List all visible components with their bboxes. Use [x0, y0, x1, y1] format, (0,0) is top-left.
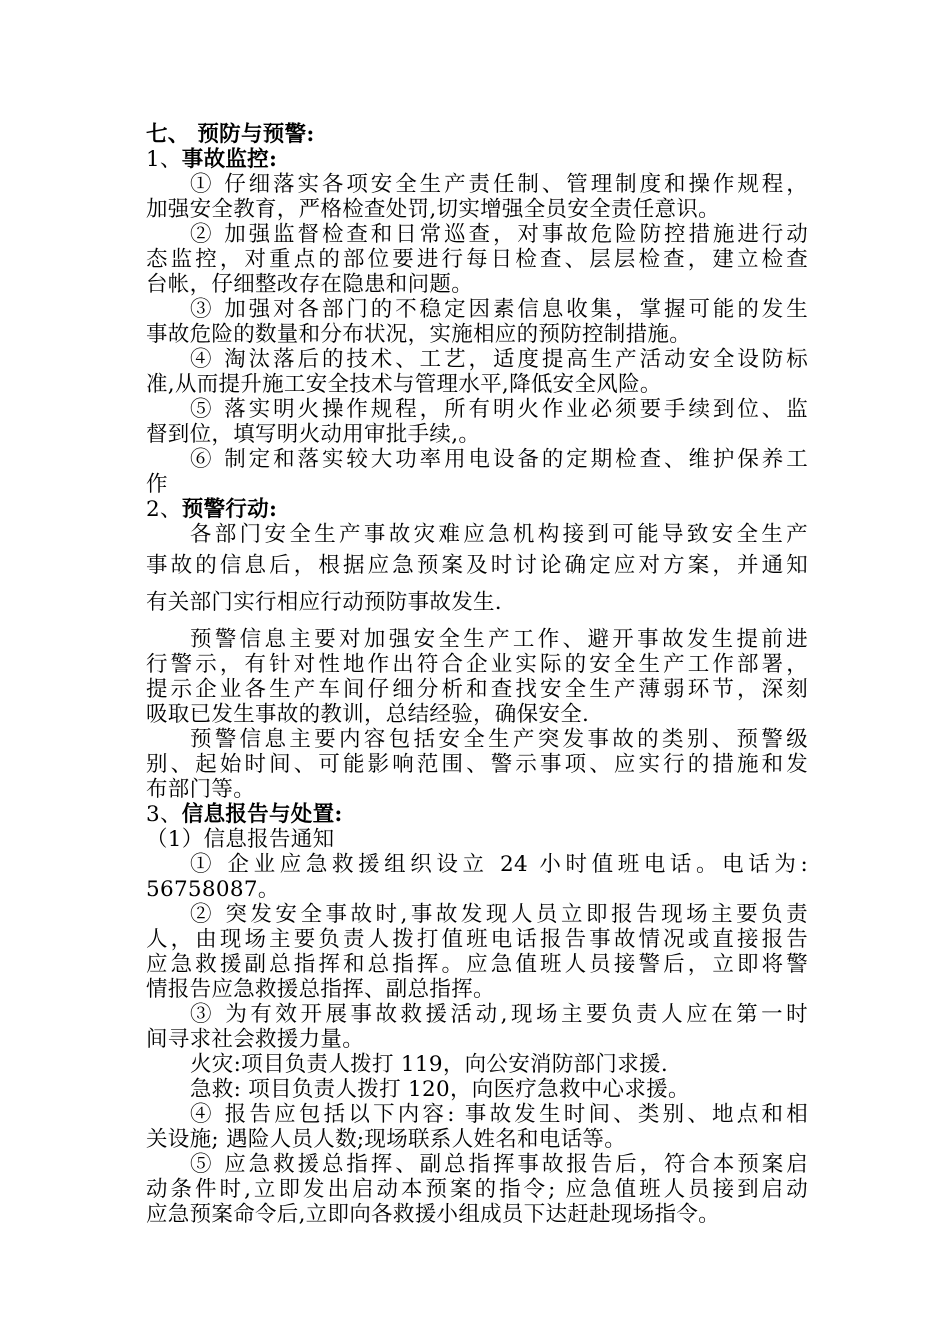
paragraph-line: ① 仔细落实各项安全生产责任制、管理制度和操作规程，	[190, 172, 808, 197]
paragraph-line: ① 企业应急救援组织设立 24 小时值班电话。电话为:	[190, 852, 808, 877]
subsection-title: 预警行动:	[181, 497, 278, 522]
paragraph-line: 准,从而提升施工安全技术与管理水平,降低安全风险。	[146, 372, 662, 397]
paragraph-line: 应急预案命令后,立即向各救援小组成员下达赶赴现场指令。	[146, 1202, 720, 1227]
paragraph-line: 台帐，仔细整改存在隐患和问题。	[146, 272, 474, 297]
paragraph-line: ③ 加强对各部门的不稳定因素信息收集，掌握可能的发生	[190, 297, 808, 322]
document-body	[146, 122, 808, 1227]
section-title: 七、 预防与预警:	[146, 122, 315, 147]
phone-number: 56758087。	[146, 877, 280, 902]
paragraph-line: ③ 为有效开展事故救援活动,现场主要负责人应在第一时	[190, 1002, 808, 1027]
subsection-heading-1	[146, 147, 808, 172]
paragraph-line: 别、起始时间、可能影响范围、警示事项、应实行的措施和发	[146, 752, 808, 777]
paragraph-line: 关设施; 遇险人员人数;现场联系人姓名和电话等。	[146, 1127, 627, 1152]
subsection-item-title: （1）信息报告通知	[146, 827, 335, 852]
paragraph-line: 各部门安全生产事故灾难应急机构接到可能导致安全生产	[190, 522, 808, 547]
subsection-number: 1、	[146, 147, 182, 172]
subsection-heading-2	[146, 497, 808, 522]
paragraph-line: 动条件时,立即发出启动本预案的指令; 应急值班人员接到启动	[146, 1177, 808, 1202]
paragraph-line: 行警示，有针对性地作出符合企业实际的安全生产工作部署，	[146, 652, 808, 677]
paragraph-line: 火灾:项目负责人拨打 119，向公安消防部门求援.	[190, 1052, 668, 1077]
paragraph-line: 吸取已发生事故的教训，总结经验，确保安全.	[146, 702, 590, 727]
paragraph-line: ⑤ 应急救援总指挥、副总指挥事故报告后，符合本预案启	[190, 1152, 808, 1177]
paragraph-line: 态监控，对重点的部位要进行每日检查、层层检查，建立检查	[146, 247, 808, 272]
paragraph-line: ⑥ 制定和落实较大功率用电设备的定期检查、维护保养工	[190, 447, 808, 472]
paragraph-line: 人，由现场主要负责人拨打值班电话报告事故情况或直接报告	[146, 927, 808, 952]
paragraph-line: 事故的信息后，根据应急预案及时讨论确定应对方案，并通知	[146, 553, 808, 578]
paragraph-line: ④ 报告应包括以下内容: 事故发生时间、类别、地点和相	[190, 1102, 808, 1127]
paragraph-line: 应急救援副总指挥和总指挥。应急值班人员接警后，立即将警	[146, 952, 808, 977]
paragraph-line: 布部门等。	[146, 777, 256, 802]
paragraph-line: 有关部门实行相应行动预防事故发生.	[146, 590, 502, 615]
paragraph-line: 预警信息主要内容包括安全生产突发事故的类别、预警级	[190, 727, 808, 752]
paragraph-line: 加强安全教育，严格检查处罚,切实增强全员安全责任意识。	[146, 197, 720, 222]
paragraph-line: 间寻求社会救援力量。	[146, 1027, 365, 1052]
paragraph-line: ④ 淘汰落后的技术、工艺，适度提高生产活动安全设防标	[190, 347, 808, 372]
paragraph-line: 情报告应急救援总指挥、副总指挥。	[146, 977, 495, 1002]
paragraph-line: 提示企业各生产车间仔细分析和查找安全生产薄弱环节，深刻	[146, 677, 808, 702]
paragraph-line: 作	[146, 472, 168, 497]
subsection-title: 信息报告与处置:	[181, 802, 343, 827]
subsection-number: 2、	[146, 497, 182, 522]
subsection-heading-3	[146, 802, 808, 827]
paragraph-line: 预警信息主要对加强安全生产工作、避开事故发生提前进	[190, 627, 808, 652]
paragraph-line: 事故危险的数量和分布状况，实施相应的预防控制措施。	[146, 322, 692, 347]
paragraph-line: 急救: 项目负责人拨打 120，向医疗急救中心求援。	[190, 1077, 690, 1102]
paragraph-line: ② 突发安全事故时,事故发现人员立即报告现场主要负责	[190, 902, 808, 927]
paragraph-line: ② 加强监督检查和日常巡查，对事故危险防控措施进行动	[190, 222, 808, 247]
paragraph-line: ⑤ 落实明火操作规程，所有明火作业必须要手续到位、监	[190, 397, 808, 422]
paragraph-line: 督到位，填写明火动用审批手续,。	[146, 422, 481, 447]
subsection-title: 事故监控:	[181, 147, 278, 172]
subsection-number: 3、	[146, 802, 182, 827]
